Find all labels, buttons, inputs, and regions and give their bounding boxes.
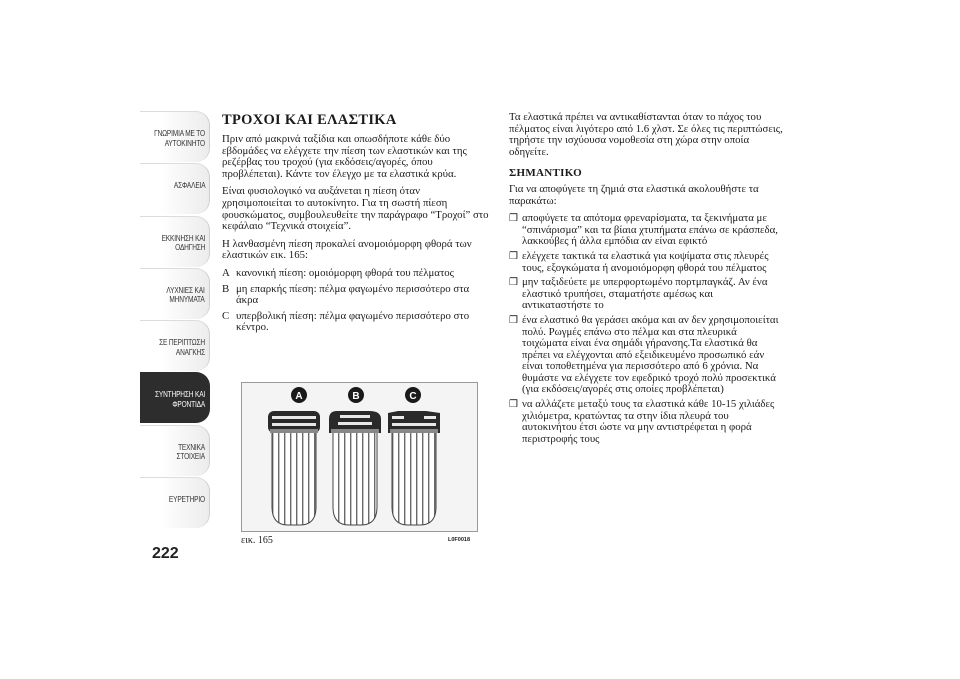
list-item bbox=[222, 284, 492, 307]
tire-wear-figure bbox=[241, 382, 478, 532]
left-column bbox=[222, 112, 492, 338]
tab-label: ΕΥΡΕΤΗΡΙΟ bbox=[168, 495, 205, 505]
figure-caption: εικ. 165 bbox=[241, 535, 273, 546]
list-text: κανονική πίεση: ομοιόμορφη φθορά του πέλματος bbox=[236, 266, 454, 279]
bullet-item bbox=[509, 251, 784, 274]
figure-code: L0F0018 bbox=[448, 537, 471, 543]
list-item bbox=[222, 268, 492, 280]
tab-label: ΣΕ ΠΕΡΙΠΤΩΣΗ ΑΝΑΓΚΗΣ bbox=[159, 338, 205, 357]
bullet-item bbox=[509, 315, 784, 396]
tab-label: ΤΕΧΝΙΚΑ ΣΤΟΙΧΕΙΑ bbox=[176, 442, 205, 462]
bullet-item bbox=[509, 213, 784, 248]
paragraph: Είναι φυσιολογικό να αυξάνεται η πίεση όταν χρησιμοποιείται το αυτοκίνητο. Για τη σωστή πίεση φουσκώματος, συμβουλευθείτε την παράγραφο “Τροχοί” στο κεφάλαιο “Τεχνικά στοιχεία”. bbox=[222, 185, 489, 233]
label-c-text: C bbox=[409, 391, 417, 402]
label-a-text: A bbox=[295, 391, 303, 402]
label-c bbox=[405, 387, 421, 403]
page-number: 222 bbox=[152, 545, 179, 562]
list-key: A bbox=[222, 266, 230, 279]
page-title: ΤΡΟΧΟΙ ΚΑΙ ΕΛΑΣΤΙΚΑ bbox=[222, 112, 397, 128]
checkbox-bullet-icon: ❒ bbox=[509, 314, 518, 326]
tab-label: ΣΥΝΤΗΡΗΣΗ ΚΑΙ ΦΡΟΝΤΙΔΑ bbox=[154, 390, 205, 409]
tab-index[interactable] bbox=[140, 477, 210, 528]
paragraph: Τα ελαστικά πρέπει να αντικαθίστανται όταν το πάχος του πέλματος είναι λιγότερο από 1.6 χλστ. Σε όλες τις περιπτώσεις, τηρήστε την ισχύουσα νομοθεσία στη χώρα στην οποία οδηγείτε. bbox=[509, 111, 783, 158]
checkbox-bullet-icon: ❒ bbox=[509, 399, 518, 411]
label-b-text: B bbox=[352, 391, 360, 402]
checkbox-bullet-icon: ❒ bbox=[509, 277, 518, 289]
list-text: μη επαρκής πίεση: πέλμα φαγωμένο περισσότερο στα άκρα bbox=[236, 282, 470, 307]
bullet-text: μην ταξιδεύετε με υπερφορτωμένο πορτμπαγκάζ. Αν ένα ελαστικό τρυπήσει, σταματήστε αμέσως και αντικαταστήστε το bbox=[522, 276, 768, 312]
bullet-text: να αλλάζετε μεταξύ τους τα ελαστικά κάθε 10-15 χιλιάδες χιλιόμετρα, κρατώντας τα στην ίδια πλευρά του αυτοκινήτου έτσι ώστε να μην αντιστρέφεται η φορά περιστροφής τους bbox=[522, 398, 775, 445]
checkbox-bullet-icon: ❒ bbox=[509, 250, 518, 262]
chapter-tabs bbox=[140, 111, 210, 529]
tab-safety[interactable] bbox=[140, 163, 210, 214]
list-key: B bbox=[222, 282, 230, 295]
tab-label: ΑΣΦΑΛΕΙΑ bbox=[173, 181, 205, 191]
important-heading: ΣΗΜΑΝΤΙΚΟ bbox=[509, 167, 582, 180]
list-key: C bbox=[222, 309, 230, 322]
tab-emergency[interactable] bbox=[140, 320, 210, 371]
paragraph: Η λανθασμένη πίεση προκαλεί ανομοιόμορφη φθορά των ελαστικών εικ. 165: bbox=[222, 237, 472, 262]
tab-label: ΕΚΚΙΝΗΣΗ ΚΑΙ ΟΔΗΓΗΣΗ bbox=[161, 233, 205, 253]
bullet-text: ελέγχετε τακτικά τα ελαστικά για κοψίματα στις πλευρές τους, εξογκώματα ή ανομοιόμορφη φθορά του πέλματος bbox=[522, 249, 769, 274]
right-column bbox=[509, 112, 784, 448]
paragraph: Για να αποφύγετε τη ζημιά στα ελαστικά ακολουθήστε τα παρακάτω: bbox=[509, 182, 759, 207]
paragraph: Πριν από μακρινά ταξίδια και οπωσδήποτε κάθε δύο εβδομάδες να ελέγχετε την πίεση των ελαστικών και της ρεζέρβας του τροχού (για εκδόσεις/αγορές, όπου προβλέπεται). Κάντε τον έλεγχο με τα ελαστικά κρύα. bbox=[222, 133, 467, 180]
label-b bbox=[348, 387, 364, 403]
tab-label: ΛΥΧΝΙΕΣ ΚΑΙ ΜΗΝΥΜΑΤΑ bbox=[166, 285, 205, 305]
list-text: υπερβολική πίεση: πέλμα φαγωμένο περισσότερο στο κέντρο. bbox=[236, 309, 470, 334]
tire-a-drawing bbox=[268, 411, 320, 525]
bullet-text: αποφύγετε τα απότομα φρεναρίσματα, τα ξεκινήματα με “σπινάρισμα” και τα βίαια χτυπήματα επάνω σε κράσπεδα, λακκούβες ή άλλα εμπόδια αν είναι εφικτό bbox=[522, 212, 779, 248]
tab-technical-data[interactable] bbox=[140, 425, 210, 476]
tire-c-drawing bbox=[388, 411, 440, 525]
tab-maintenance[interactable] bbox=[140, 372, 210, 423]
tab-starting-driving[interactable] bbox=[140, 216, 210, 267]
tab-warning-lights[interactable] bbox=[140, 268, 210, 319]
bullet-item bbox=[509, 277, 784, 312]
tire-b-drawing bbox=[329, 411, 381, 525]
checkbox-bullet-icon: ❒ bbox=[509, 213, 518, 225]
tab-getting-to-know[interactable] bbox=[140, 111, 210, 162]
label-a bbox=[291, 387, 307, 403]
bullet-item bbox=[509, 399, 784, 445]
tab-label: ΓΝΩΡΙΜΙΑ ΜΕ ΤΟ ΑΥΤΟΚΙΝΗΤΟ bbox=[154, 129, 205, 148]
bullet-text: ένα ελαστικό θα γεράσει ακόμα και αν δεν χρησιμοποιείται πολύ. Ρωγμές επάνω στο πέλμα και στα πλευρικά τοιχώματα είναι ένα σημάδι γήρανσης.Τα ελαστικά θα πρέπει να ελέγχονται από εξειδικευμένο προσωπικό εάν είναι τοποθετημένα για περισσότερο από 6 χρόνια. Να θυμάστε να ελέγχετε τον εφεδρικό τροχό πολύ προσεκτικά (για εκδόσεις/αγορές στις οποίες προβλέπεται) bbox=[522, 313, 779, 396]
list-item bbox=[222, 311, 492, 334]
